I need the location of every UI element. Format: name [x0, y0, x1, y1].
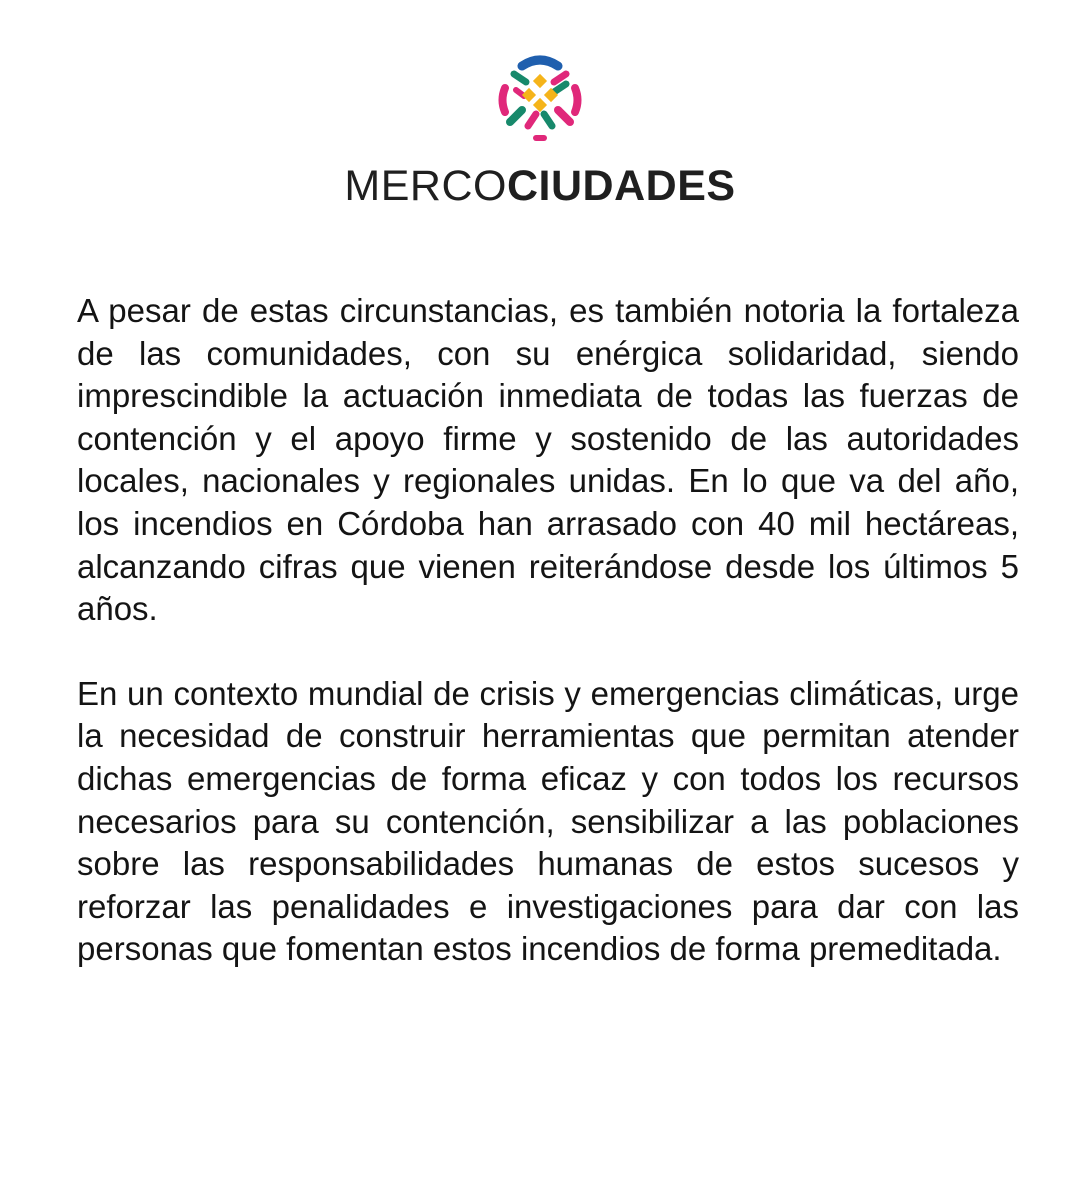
- mercociudades-logo-icon: [492, 52, 588, 148]
- statement-body: [77, 290, 1019, 971]
- paragraph-1: A pesar de estas circunstancias, es también notoria la fortaleza de las comunidades, con su enérgica solidaridad, siendo imprescindible la actuación inmediata de todas las fuerzas de contención y el apoyo firme y sostenido de las autoridades locales, nacionales y regionales unidas. En lo que va del año, los incendios en Córdoba han arrasado con 40 mil hectáreas, alcanzando cifras que vienen reiterándose desde los últimos 5 años.: [77, 292, 1019, 628]
- brand-wordmark: [0, 162, 1080, 210]
- brand-header: [0, 52, 1080, 210]
- paragraph-2: En un contexto mundial de crisis y emergencias climáticas, urge la necesidad de construir herramientas que permitan atender dichas emergencias de forma eficaz y con todos los recursos necesarios para su contención, sensibilizar a las poblaciones sobre las responsabilidades humanas de estos sucesos y reforzar las penalidades e investigaciones para dar con las personas que fomentan estos incendios de forma premeditada.: [77, 674, 1019, 968]
- brand-name-bold: CIUDADES: [506, 162, 736, 210]
- brand-name-light: MERCO: [344, 162, 507, 210]
